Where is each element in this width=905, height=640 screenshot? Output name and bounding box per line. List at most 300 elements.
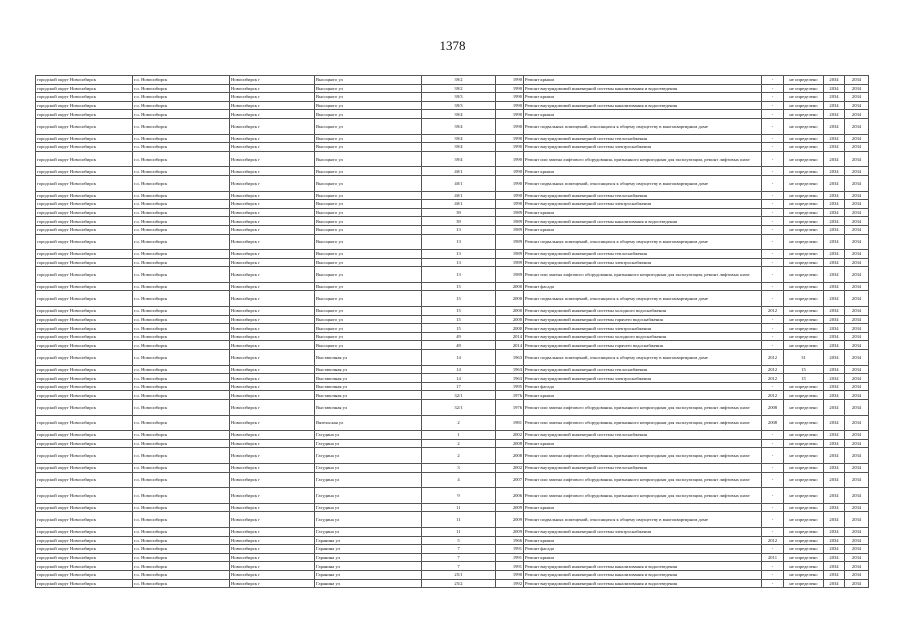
cell-settlement: г.о. Новосибирск [133, 553, 230, 562]
cell-work: Ремонт внутридомовой инженерной системы холодного водоснабжения [524, 332, 762, 341]
cell-city: Новосибирск г [230, 562, 315, 571]
cell-house: 39/4 [422, 134, 496, 143]
table-row [36, 76, 869, 85]
cell-start: 2034 [824, 225, 845, 234]
cell-street: Высоцкого ул [315, 118, 422, 134]
cell-year: 2008 [496, 448, 524, 464]
cell-end: 2034 [845, 350, 869, 366]
cell-house: 11 [422, 527, 496, 536]
cell-start: 2034 [824, 374, 845, 383]
cell-city: Новосибирск г [230, 151, 315, 167]
cell-work: Ремонт крыши [524, 553, 762, 562]
cell-fact: не определено [784, 315, 824, 324]
cell-end: 2034 [845, 391, 869, 400]
cell-work: Ремонт или замена лифтового оборудования, признанного непригодным для эксплуатации, ремонт лифтовых шахт [524, 472, 762, 488]
cell-work: Ремонт внутридомовой инженерной системы электроснабжения [524, 324, 762, 333]
cell-street: Высоцкого ул [315, 315, 422, 324]
cell-municipality: городской округ Новосибирск [36, 579, 133, 588]
cell-house: 39/4 [422, 151, 496, 167]
cell-planned-year: - [762, 110, 784, 119]
cell-street: Высоцкого ул [315, 134, 422, 143]
cell-municipality: городской округ Новосибирск [36, 503, 133, 512]
cell-house: 15 [422, 307, 496, 316]
cell-start: 2034 [824, 282, 845, 291]
cell-work: Ремонт внутридомовой инженерной системы канализования и водоотведения [524, 562, 762, 571]
cell-municipality: городской округ Новосибирск [36, 217, 133, 226]
table-row [36, 431, 869, 440]
cell-start: 2034 [824, 512, 845, 528]
cell-settlement: г.о. Новосибирск [133, 167, 230, 176]
cell-city: Новосибирск г [230, 503, 315, 512]
cell-fact: не определено [784, 76, 824, 85]
cell-city: Новосибирск г [230, 324, 315, 333]
cell-end: 2034 [845, 488, 869, 504]
cell-street: Высоцкого ул [315, 324, 422, 333]
cell-municipality: городской округ Новосибирск [36, 282, 133, 291]
cell-year: 1963 [496, 374, 524, 383]
table-row [36, 118, 869, 134]
cell-house: 2 [422, 439, 496, 448]
cell-end: 2034 [845, 76, 869, 85]
cell-city: Новосибирск г [230, 282, 315, 291]
table-row [36, 545, 869, 554]
table-row [36, 512, 869, 528]
cell-year: 2006 [496, 488, 524, 504]
cell-settlement: г.о. Новосибирск [133, 439, 230, 448]
cell-end: 2034 [845, 374, 869, 383]
cell-end: 2034 [845, 324, 869, 333]
table-row [36, 307, 869, 316]
cell-street: Высоцкого ул [315, 282, 422, 291]
cell-settlement: г.о. Новосибирск [133, 503, 230, 512]
table-row [36, 332, 869, 341]
cell-city: Новосибирск г [230, 374, 315, 383]
cell-settlement: г.о. Новосибирск [133, 225, 230, 234]
cell-city: Новосибирск г [230, 118, 315, 134]
cell-year: 2000 [496, 315, 524, 324]
cell-city: Новосибирск г [230, 134, 315, 143]
cell-planned-year: - [762, 545, 784, 554]
cell-house: 39/4 [422, 110, 496, 119]
cell-city: Новосибирск г [230, 527, 315, 536]
cell-start: 2034 [824, 110, 845, 119]
cell-street: Выставочная ул [315, 374, 422, 383]
cell-settlement: г.о. Новосибирск [133, 208, 230, 217]
cell-work: Ремонт крыши [524, 208, 762, 217]
cell-settlement: г.о. Новосибирск [133, 324, 230, 333]
cell-municipality: городской округ Новосибирск [36, 200, 133, 209]
cell-city: Новосибирск г [230, 307, 315, 316]
cell-settlement: г.о. Новосибирск [133, 250, 230, 259]
cell-start: 2034 [824, 234, 845, 250]
cell-planned-year: - [762, 282, 784, 291]
cell-year: 1989 [496, 258, 524, 267]
cell-street: Высоцкого ул [315, 341, 422, 350]
cell-house: 14 [422, 350, 496, 366]
cell-street: Гагудина ул [315, 439, 422, 448]
cell-street: Выставочная ул [315, 365, 422, 374]
cell-start: 2034 [824, 267, 845, 283]
cell-municipality: городской округ Новосибирск [36, 93, 133, 102]
cell-year: 2014 [496, 332, 524, 341]
cell-fact: не определено [784, 282, 824, 291]
table-row [36, 110, 869, 119]
cell-street: Высоцкого ул [315, 167, 422, 176]
cell-street: Гагудина ул [315, 503, 422, 512]
cell-fact: не определено [784, 553, 824, 562]
cell-year: 2002 [496, 463, 524, 472]
cell-street: Высоцкого ул [315, 110, 422, 119]
cell-street: Высоцкого ул [315, 225, 422, 234]
cell-work: Ремонт внутридомовой инженерной системы электроснабжения [524, 374, 762, 383]
cell-planned-year: - [762, 448, 784, 464]
cell-year: 1990 [496, 175, 524, 191]
cell-start: 2034 [824, 472, 845, 488]
cell-fact: не определено [784, 225, 824, 234]
cell-fact: не определено [784, 200, 824, 209]
cell-start: 2034 [824, 536, 845, 545]
cell-street: Гагудина ул [315, 472, 422, 488]
cell-start: 2034 [824, 93, 845, 102]
cell-settlement: г.о. Новосибирск [133, 545, 230, 554]
cell-end: 2034 [845, 291, 869, 307]
cell-settlement: г.о. Новосибирск [133, 267, 230, 283]
table-row [36, 267, 869, 283]
cell-planned-year: - [762, 167, 784, 176]
cell-street: Гаранина ул [315, 553, 422, 562]
cell-city: Новосибирск г [230, 167, 315, 176]
cell-end: 2034 [845, 512, 869, 528]
cell-street: Гагудина ул [315, 527, 422, 536]
cell-municipality: городской округ Новосибирск [36, 536, 133, 545]
cell-settlement: г.о. Новосибирск [133, 191, 230, 200]
cell-house: 1 [422, 431, 496, 440]
cell-municipality: городской округ Новосибирск [36, 167, 133, 176]
cell-house: 49 [422, 341, 496, 350]
cell-fact: не определено [784, 307, 824, 316]
cell-fact: не определено [784, 545, 824, 554]
cell-house: 14 [422, 374, 496, 383]
cell-municipality: городской округ Новосибирск [36, 365, 133, 374]
cell-city: Новосибирск г [230, 332, 315, 341]
cell-city: Новосибирск г [230, 101, 315, 110]
table-row [36, 250, 869, 259]
cell-city: Новосибирск г [230, 217, 315, 226]
table-row [36, 143, 869, 152]
cell-fact: 15 [784, 374, 824, 383]
cell-house: 14 [422, 365, 496, 374]
cell-house: 49 [422, 332, 496, 341]
cell-city: Новосибирск г [230, 267, 315, 283]
table-row [36, 291, 869, 307]
cell-settlement: г.о. Новосибирск [133, 110, 230, 119]
cell-year: 1989 [496, 208, 524, 217]
cell-end: 2034 [845, 167, 869, 176]
cell-city: Новосибирск г [230, 234, 315, 250]
cell-start: 2034 [824, 400, 845, 416]
cell-street: Выставочная ул [315, 391, 422, 400]
cell-city: Новосибирск г [230, 570, 315, 579]
cell-planned-year: - [762, 225, 784, 234]
cell-work: Ремонт крыши [524, 536, 762, 545]
cell-year: 1989 [496, 250, 524, 259]
cell-work: Ремонт внутридомовой инженерной системы теплоснабжения [524, 463, 762, 472]
cell-settlement: г.о. Новосибирск [133, 536, 230, 545]
cell-end: 2034 [845, 365, 869, 374]
cell-street: Высоцкого ул [315, 307, 422, 316]
cell-fact: не определено [784, 118, 824, 134]
cell-start: 2034 [824, 439, 845, 448]
cell-house: 9 [422, 488, 496, 504]
cell-work: Ремонт внутридомовой инженерной системы канализования и водоотведения [524, 217, 762, 226]
cell-year: 1990 [496, 200, 524, 209]
cell-year: 1995 [496, 382, 524, 391]
cell-planned-year: - [762, 200, 784, 209]
cell-year: 1981 [496, 415, 524, 431]
cell-municipality: городской округ Новосибирск [36, 382, 133, 391]
cell-end: 2034 [845, 134, 869, 143]
cell-city: Новосибирск г [230, 439, 315, 448]
cell-house: 39/3 [422, 101, 496, 110]
cell-work: Ремонт внутридомовой инженерной системы канализования и водоотведения [524, 570, 762, 579]
cell-street: Высоцкого ул [315, 217, 422, 226]
cell-fact: не определено [784, 151, 824, 167]
cell-work: Ремонт подвальных помещений, относящихся к общему имуществу в многоквартирном доме [524, 118, 762, 134]
cell-city: Новосибирск г [230, 84, 315, 93]
table-row [36, 488, 869, 504]
cell-house: 25/2 [422, 579, 496, 588]
table-row [36, 503, 869, 512]
cell-start: 2034 [824, 382, 845, 391]
cell-street: Высоцкого ул [315, 93, 422, 102]
cell-end: 2034 [845, 415, 869, 431]
cell-planned-year: - [762, 463, 784, 472]
cell-work: Ремонт или замена лифтового оборудования, признанного непригодным для эксплуатации, ремонт лифтовых шахт [524, 448, 762, 464]
table-row [36, 439, 869, 448]
cell-fact: не определено [784, 258, 824, 267]
cell-settlement: г.о. Новосибирск [133, 374, 230, 383]
table-row [36, 341, 869, 350]
cell-work: Ремонт крыши [524, 167, 762, 176]
cell-municipality: городской округ Новосибирск [36, 448, 133, 464]
cell-planned-year: - [762, 151, 784, 167]
cell-fact: не определено [784, 143, 824, 152]
cell-street: Гаранина ул [315, 545, 422, 554]
cell-end: 2034 [845, 503, 869, 512]
cell-fact: не определено [784, 570, 824, 579]
cell-start: 2034 [824, 134, 845, 143]
cell-fact: не определено [784, 234, 824, 250]
cell-work: Ремонт или замена лифтового оборудования, признанного непригодным для эксплуатации, ремонт лифтовых шахт [524, 400, 762, 416]
cell-work: Ремонт фасада [524, 282, 762, 291]
table-row [36, 448, 869, 464]
table-row [36, 391, 869, 400]
cell-street: Гагудина ул [315, 512, 422, 528]
cell-city: Новосибирск г [230, 208, 315, 217]
cell-end: 2034 [845, 382, 869, 391]
cell-start: 2034 [824, 151, 845, 167]
cell-municipality: городской округ Новосибирск [36, 439, 133, 448]
cell-street: Высоцкого ул [315, 267, 422, 283]
cell-start: 2034 [824, 291, 845, 307]
cell-settlement: г.о. Новосибирск [133, 118, 230, 134]
cell-year: 1991 [496, 562, 524, 571]
cell-municipality: городской округ Новосибирск [36, 553, 133, 562]
cell-year: 2008 [496, 439, 524, 448]
cell-settlement: г.о. Новосибирск [133, 391, 230, 400]
cell-work: Ремонт внутридомовой инженерной системы теплоснабжения [524, 134, 762, 143]
cell-fact: не определено [784, 488, 824, 504]
cell-work: Ремонт крыши [524, 439, 762, 448]
cell-fact: не определено [784, 84, 824, 93]
cell-end: 2034 [845, 562, 869, 571]
cell-work: Ремонт внутридомовой инженерной системы электроснабжения [524, 143, 762, 152]
cell-municipality: городской округ Новосибирск [36, 291, 133, 307]
cell-settlement: г.о. Новосибирск [133, 217, 230, 226]
cell-year: 1990 [496, 84, 524, 93]
cell-house: 39/4 [422, 143, 496, 152]
cell-settlement: г.о. Новосибирск [133, 282, 230, 291]
cell-house: 32/1 [422, 391, 496, 400]
cell-start: 2034 [824, 488, 845, 504]
cell-end: 2034 [845, 463, 869, 472]
cell-street: Выставочная ул [315, 350, 422, 366]
cell-work: Ремонт подвальных помещений, относящихся к общему имуществу в многоквартирном доме [524, 234, 762, 250]
cell-start: 2034 [824, 208, 845, 217]
cell-year: 2002 [496, 431, 524, 440]
cell-settlement: г.о. Новосибирск [133, 143, 230, 152]
cell-planned-year: - [762, 324, 784, 333]
cell-city: Новосибирск г [230, 553, 315, 562]
table-row [36, 258, 869, 267]
cell-year: 1990 [496, 143, 524, 152]
cell-fact: не определено [784, 167, 824, 176]
cell-settlement: г.о. Новосибирск [133, 431, 230, 440]
cell-planned-year: 2012 [762, 365, 784, 374]
cell-planned-year: - [762, 439, 784, 448]
cell-year: 1990 [496, 151, 524, 167]
cell-year: 2009 [496, 527, 524, 536]
table-row [36, 570, 869, 579]
cell-year: 2009 [496, 512, 524, 528]
cell-year: 2000 [496, 291, 524, 307]
cell-fact: не определено [784, 439, 824, 448]
cell-start: 2034 [824, 527, 845, 536]
cell-fact: не определено [784, 391, 824, 400]
cell-end: 2034 [845, 332, 869, 341]
table-row [36, 101, 869, 110]
cell-city: Новосибирск г [230, 341, 315, 350]
cell-year: 1991 [496, 545, 524, 554]
cell-planned-year: 2012 [762, 536, 784, 545]
cell-municipality: городской округ Новосибирск [36, 374, 133, 383]
cell-house: 7 [422, 553, 496, 562]
cell-settlement: г.о. Новосибирск [133, 234, 230, 250]
cell-fact: не определено [784, 562, 824, 571]
cell-city: Новосибирск г [230, 400, 315, 416]
cell-start: 2034 [824, 217, 845, 226]
cell-planned-year: - [762, 84, 784, 93]
cell-end: 2034 [845, 570, 869, 579]
cell-end: 2034 [845, 234, 869, 250]
cell-municipality: городской округ Новосибирск [36, 545, 133, 554]
table-row [36, 562, 869, 571]
cell-start: 2034 [824, 562, 845, 571]
table-row [36, 200, 869, 209]
cell-work: Ремонт крыши [524, 503, 762, 512]
cell-start: 2034 [824, 200, 845, 209]
cell-work: Ремонт подвальных помещений, относящихся к общему имуществу в многоквартирном доме [524, 512, 762, 528]
cell-work: Ремонт или замена лифтового оборудования, признанного непригодным для эксплуатации, ремонт лифтовых шахт [524, 415, 762, 431]
table-row [36, 315, 869, 324]
cell-work: Ремонт или замена лифтового оборудования, признанного непригодным для эксплуатации, ремонт лифтовых шахт [524, 488, 762, 504]
cell-end: 2034 [845, 101, 869, 110]
cell-street: Гаранина ул [315, 536, 422, 545]
cell-fact: не определено [784, 463, 824, 472]
cell-work: Ремонт внутридомовой инженерной системы теплоснабжения [524, 250, 762, 259]
table-row [36, 282, 869, 291]
cell-start: 2034 [824, 332, 845, 341]
cell-street: Гагудина ул [315, 448, 422, 464]
cell-end: 2034 [845, 84, 869, 93]
cell-house: 13 [422, 258, 496, 267]
cell-work: Ремонт фасада [524, 545, 762, 554]
cell-planned-year: - [762, 472, 784, 488]
cell-street: Гагудина ул [315, 431, 422, 440]
cell-work: Ремонт внутридомовой инженерной системы теплоснабжения [524, 191, 762, 200]
cell-year: 2000 [496, 324, 524, 333]
cell-start: 2034 [824, 579, 845, 588]
cell-work: Ремонт внутридомовой инженерной системы электроснабжения [524, 258, 762, 267]
cell-end: 2034 [845, 258, 869, 267]
cell-city: Новосибирск г [230, 258, 315, 267]
cell-house: 40/1 [422, 200, 496, 209]
cell-house: 40/1 [422, 167, 496, 176]
cell-fact: не определено [784, 341, 824, 350]
cell-settlement: г.о. Новосибирск [133, 258, 230, 267]
cell-start: 2034 [824, 101, 845, 110]
cell-street: Высоцкого ул [315, 332, 422, 341]
cell-planned-year: 2012 [762, 391, 784, 400]
table-row [36, 400, 869, 416]
cell-fact: не определено [784, 110, 824, 119]
cell-year: 2009 [496, 503, 524, 512]
cell-work: Ремонт внутридомовой инженерной системы электроснабжения [524, 527, 762, 536]
cell-fact: не определено [784, 324, 824, 333]
cell-planned-year: - [762, 291, 784, 307]
register-table [35, 75, 869, 588]
cell-work: Ремонт подвальных помещений, относящихся к общему имуществу в многоквартирном доме [524, 291, 762, 307]
cell-start: 2034 [824, 365, 845, 374]
cell-year: 1990 [496, 167, 524, 176]
cell-work: Ремонт крыши [524, 391, 762, 400]
cell-municipality: городской округ Новосибирск [36, 488, 133, 504]
table-row [36, 234, 869, 250]
cell-municipality: городской округ Новосибирск [36, 101, 133, 110]
cell-street: Выставочная ул [315, 400, 422, 416]
cell-street: Высоцкого ул [315, 258, 422, 267]
cell-municipality: городской округ Новосибирск [36, 175, 133, 191]
table-row [36, 84, 869, 93]
cell-fact: не определено [784, 175, 824, 191]
cell-fact: не определено [784, 579, 824, 588]
cell-year: 2007 [496, 472, 524, 488]
cell-settlement: г.о. Новосибирск [133, 200, 230, 209]
cell-planned-year: - [762, 570, 784, 579]
cell-end: 2034 [845, 448, 869, 464]
cell-municipality: городской округ Новосибирск [36, 151, 133, 167]
cell-start: 2034 [824, 307, 845, 316]
